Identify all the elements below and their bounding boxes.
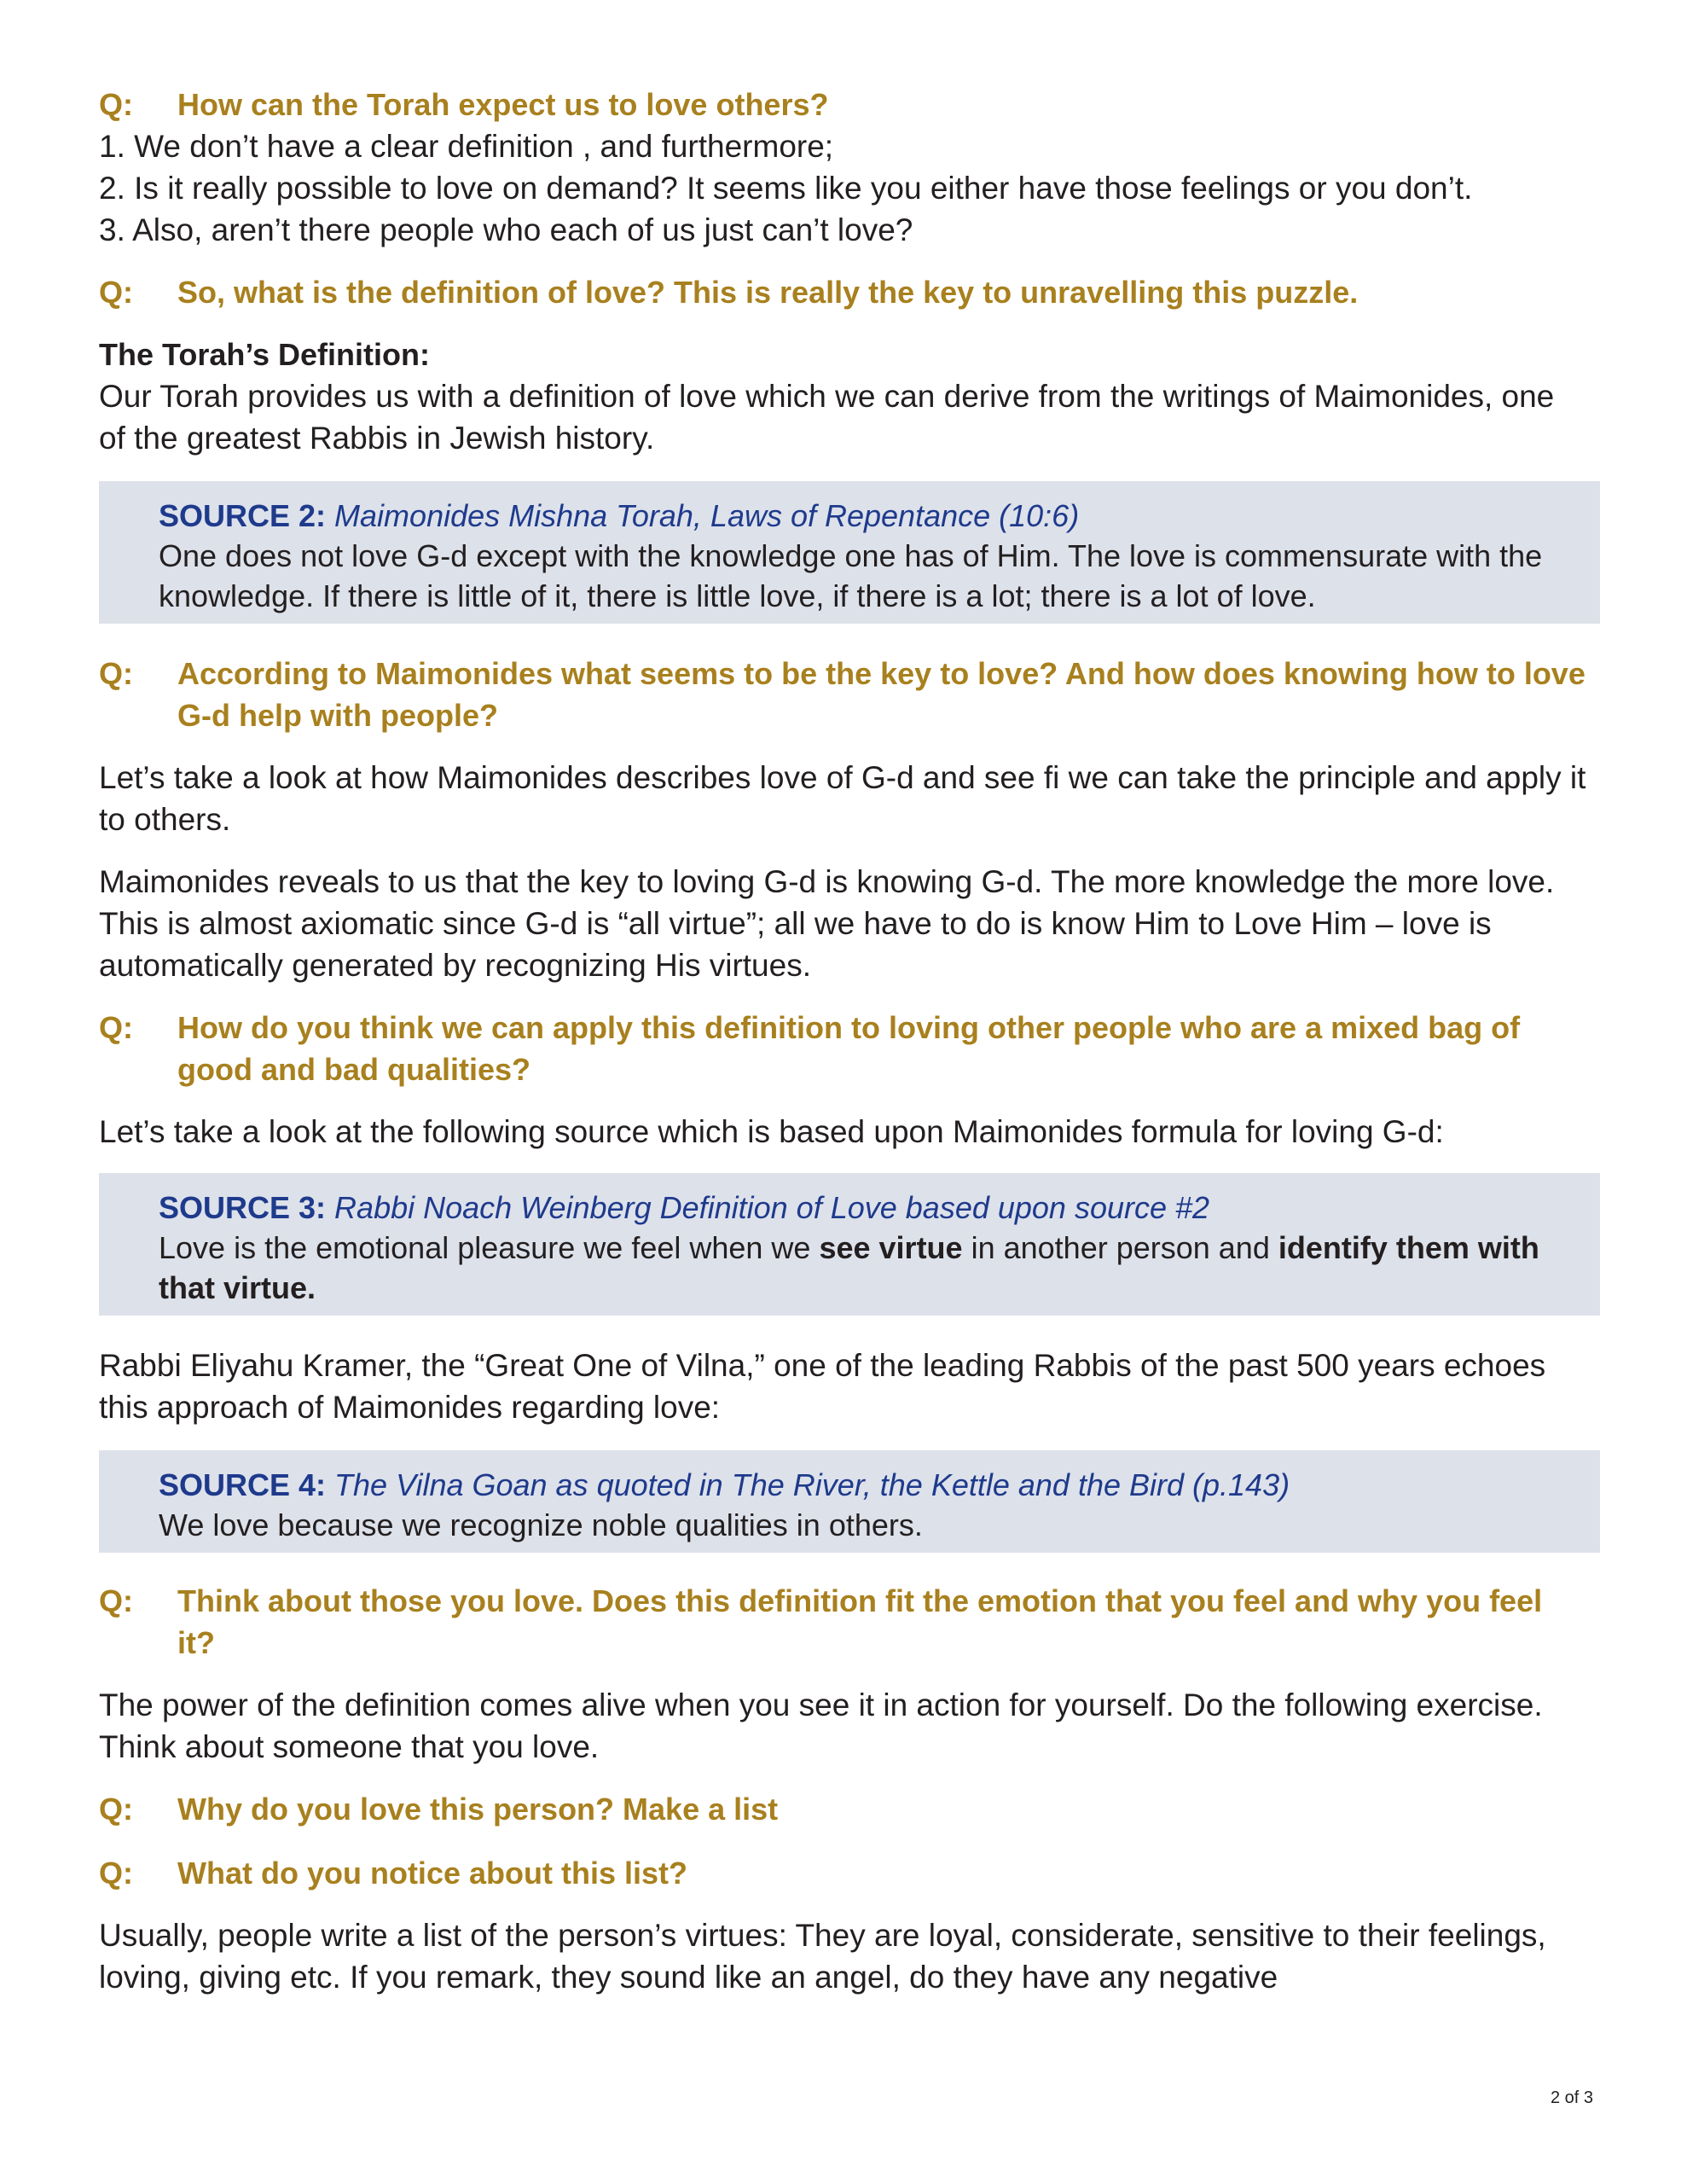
paragraph: The power of the definition comes alive when you see it in action for yourself. Do the following exercise. Think about someone that you love. — [99, 1687, 1543, 1764]
section-heading: The Torah’s Definition: — [99, 337, 430, 372]
question-label: Q: — [99, 656, 133, 691]
question-label: Q: — [99, 1010, 133, 1045]
page-number: 2 of 3 — [1550, 2088, 1593, 2107]
question-3 — [99, 653, 1588, 736]
source-text-bold: identify them with that virtue. — [159, 1230, 1539, 1305]
source-text-part: in another person and — [962, 1230, 1278, 1265]
source-citation: Rabbi Noach Weinberg Definition of Love based upon source #2 — [334, 1190, 1210, 1225]
paragraph: Maimonides reveals to us that the key to loving G-d is knowing G-d. The more knowledge the more love. This is almost axiomatic since G-d is “all virtue”; all we have to do is know Him to Love Him – love is automatically generated by recognizing His virtues. — [99, 864, 1555, 983]
question-5 — [99, 1580, 1588, 1664]
question-text: How can the Torah expect us to love others? — [177, 87, 829, 122]
list-item-3: 3. Also, aren’t there people who each of us just can’t love? — [99, 212, 913, 247]
question-1 — [99, 84, 1588, 125]
question-text: Why do you love this person? Make a list — [177, 1792, 779, 1827]
paragraph: Usually, people write a list of the person’s virtues: They are loyal, considerate, sensitive to their feelings, loving, giving etc. If you remark, they sound like an angel, do they have any negative — [99, 1918, 1546, 1995]
source-label: SOURCE 3: — [159, 1190, 327, 1225]
list-item-2: 2. Is it really possible to love on demand? It seems like you either have those feelings or you don’t. — [99, 171, 1473, 206]
question-text: According to Maimonides what seems to be the key to love? And how does knowing how to love G-d help with people? — [177, 656, 1586, 733]
question-text: How do you think we can apply this definition to loving other people who are a mixed bag of good and bad qualities? — [177, 1010, 1521, 1087]
question-label: Q: — [99, 1856, 133, 1891]
paragraph: Let’s take a look at how Maimonides describes love of G-d and see fi we can take the principle and apply it to others. — [99, 760, 1586, 837]
source-text-part: Love is the emotional pleasure we feel when we — [159, 1230, 820, 1265]
question-text: Think about those you love. Does this definition fit the emotion that you feel and why you feel it? — [177, 1583, 1543, 1660]
source-text-bold: see virtue — [819, 1230, 963, 1265]
question-label: Q: — [99, 1583, 133, 1618]
question-text: So, what is the definition of love? This is really the key to unravelling this puzzle. — [177, 275, 1359, 310]
source-text — [159, 1228, 1566, 1308]
question-label: Q: — [99, 87, 133, 122]
source-box-2 — [99, 481, 1600, 624]
question-text: What do you notice about this list? — [177, 1856, 687, 1891]
list-item-1: 1. We don’t have a clear definition , and furthermore; — [99, 129, 834, 164]
question-4 — [99, 1007, 1588, 1090]
source-text: One does not love G-d except with the knowledge one has of Him. The love is commensurate with the knowledge. If there is little of it, there is little love, if there is a lot; there is a lot of love. — [159, 538, 1543, 613]
question-2 — [99, 271, 1588, 313]
source-citation: The Vilna Goan as quoted in The River, the Kettle and the Bird (p.143) — [334, 1467, 1290, 1502]
source-citation: Maimonides Mishna Torah, Laws of Repentance (10:6) — [334, 498, 1080, 533]
question-label: Q: — [99, 1792, 133, 1827]
paragraph: Our Torah provides us with a definition of love which we can derive from the writings of Maimonides, one of the greatest Rabbis in Jewish history. — [99, 379, 1555, 456]
question-6 — [99, 1788, 1588, 1830]
page-content — [99, 84, 1588, 1998]
source-box-3 — [99, 1173, 1600, 1316]
source-label: SOURCE 4: — [159, 1467, 327, 1502]
paragraph: Let’s take a look at the following source which is based upon Maimonides formula for loving G-d: — [99, 1114, 1444, 1149]
paragraph: Rabbi Eliyahu Kramer, the “Great One of Vilna,” one of the leading Rabbis of the past 500 years echoes this approach of Maimonides regarding love: — [99, 1348, 1546, 1425]
question-7 — [99, 1852, 1588, 1894]
source-text: We love because we recognize noble qualities in others. — [159, 1507, 923, 1542]
source-label: SOURCE 2: — [159, 498, 327, 533]
source-box-4 — [99, 1450, 1600, 1553]
question-label: Q: — [99, 275, 133, 310]
